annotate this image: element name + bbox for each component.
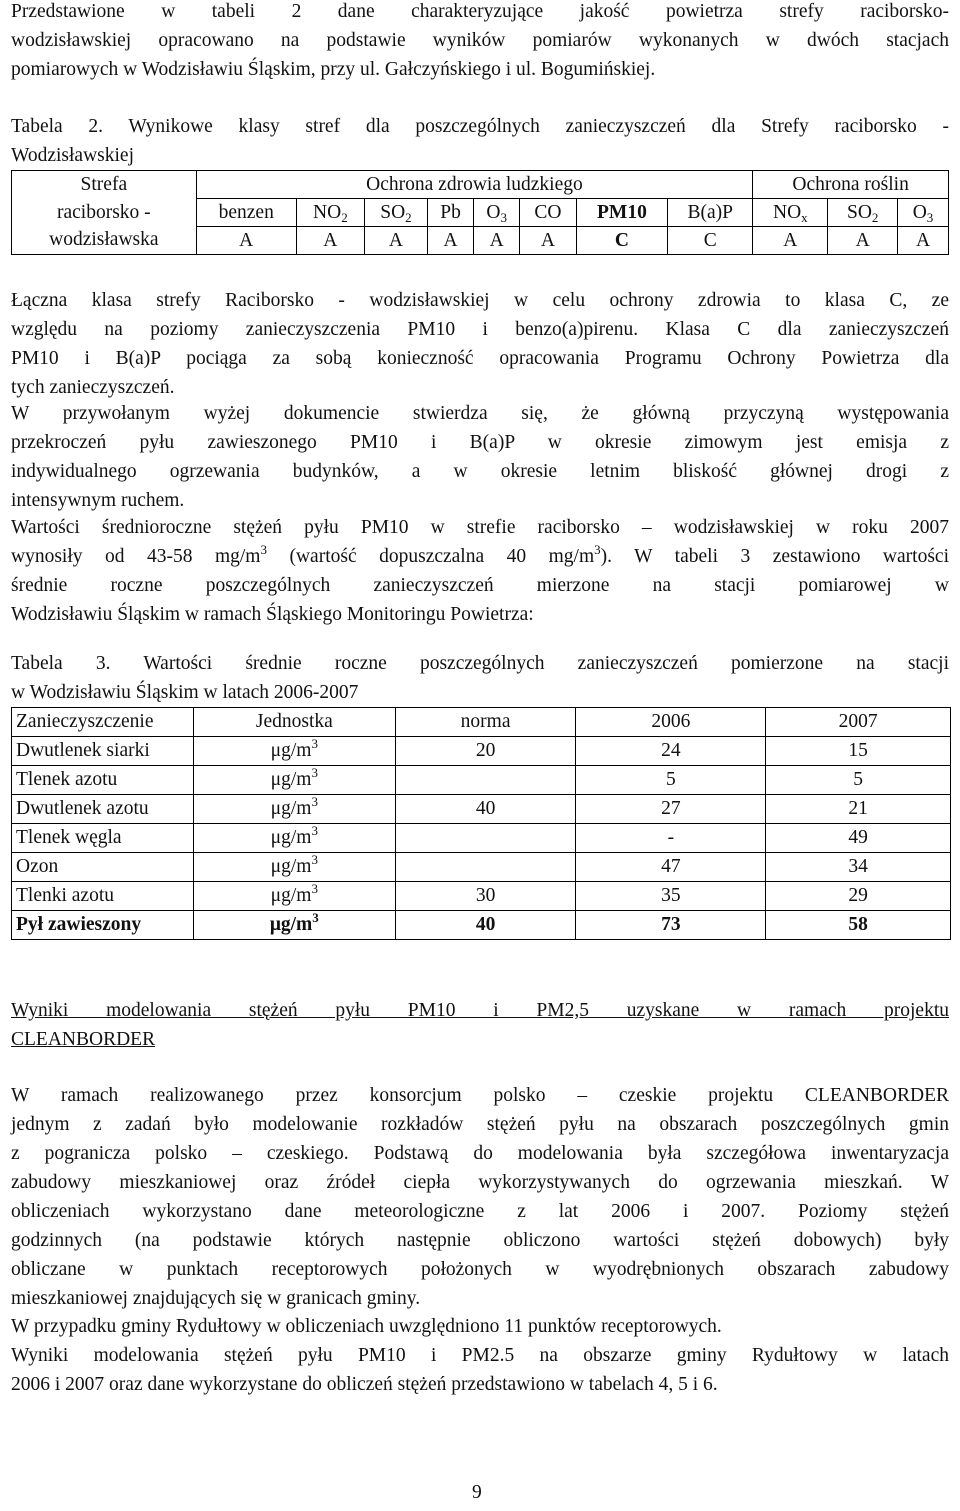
norm-cell bbox=[395, 853, 576, 882]
text-line: obliczane w punktach receptorowych położonych w wyodrębnionych obszarach zabudowy bbox=[11, 1259, 949, 1280]
value-2007: 21 bbox=[766, 795, 951, 824]
table3-caption bbox=[11, 649, 949, 707]
class-cell: A bbox=[753, 227, 828, 255]
class-cell: A bbox=[364, 227, 427, 255]
table-row bbox=[12, 766, 951, 795]
text-line: wynosiły od 43-58 $mg/m^3$ (wartość dopuszczalna 40 $mg/m^3$). W tabeli 3 zestawiono wartości bbox=[11, 542, 949, 567]
class-cell: A bbox=[520, 227, 576, 255]
column-header: Jednostka bbox=[193, 708, 395, 737]
text-line: Przedstawione w tabeli 2 dane charakteryzujące jakość powietrza strefy raciborsko- bbox=[11, 1, 949, 22]
text-line: W przypadku gminy Rydułtowy w obliczeniach uwzględniono 11 punktów receptorowych. bbox=[11, 1316, 722, 1337]
column-header: 2006 bbox=[576, 708, 766, 737]
class-cell: A bbox=[296, 227, 364, 255]
header-zone: Strefa bbox=[12, 171, 197, 199]
results-paragraph bbox=[11, 1341, 949, 1399]
table-row bbox=[12, 171, 949, 199]
text-line: Łączna klasa strefy Raciborsko - wodzisławskiej w celu ochrony zdrowia to klasa C, ze bbox=[11, 290, 949, 311]
unit-cell: $\mu g/m^3$ bbox=[193, 911, 395, 940]
text-line: PM10 i B(a)P pociąga za sobą konieczność opracowania Programu Ochrony Powietrza dla bbox=[11, 348, 949, 369]
text-line: Wyniki modelowania stężeń pyłu PM10 i PM2,5 uzyskane w ramach projektu bbox=[11, 1000, 949, 1021]
text-line: Wodzisławskiej bbox=[11, 145, 134, 166]
unit-cell: $\mu g/m^3$ bbox=[193, 795, 395, 824]
norm-cell: 40 bbox=[395, 911, 576, 940]
cleanborder-paragraph bbox=[11, 1081, 949, 1313]
pollutant-name: Tlenki azotu bbox=[12, 882, 194, 911]
text-line: pomiarowych w Wodzisławiu Śląskim, przy ul. Gałczyńskiego i ul. Bogumińskiej. bbox=[11, 59, 656, 80]
value-2006: - bbox=[576, 824, 766, 853]
value-2006: 73 bbox=[576, 911, 766, 940]
pollutant-name: Tlenek węgla bbox=[12, 824, 194, 853]
text-line: W ramach realizowanego przez konsorcjum polsko – czeskie projektu CLEANBORDER bbox=[11, 1085, 949, 1106]
class-cell: A bbox=[828, 227, 898, 255]
zone-name-line1: raciborsko - bbox=[12, 199, 197, 227]
value-2006: 27 bbox=[576, 795, 766, 824]
annual-values-paragraph bbox=[11, 513, 949, 629]
text-line: wodzisławskiej opracowano na podstawie wyników pomiarów wykonanych w dwóch stacjach bbox=[11, 30, 949, 51]
text-line: zabudowy mieszkaniowej oraz źródeł ciepła wykorzystywanych do ogrzewania mieszkań. W bbox=[11, 1172, 949, 1193]
text-line: Wartości średnioroczne stężeń pyłu PM10 w strefie raciborsko – wodzisławskiej w roku 2007 bbox=[11, 517, 949, 538]
value-2007: 49 bbox=[766, 824, 951, 853]
class-cell: A bbox=[474, 227, 520, 255]
text-line: W przywołanym wyżej dokumencie stwierdza się, że główną przyczyną występowania bbox=[11, 403, 949, 424]
pollutant-cell: CO bbox=[520, 199, 576, 227]
table-row bbox=[12, 911, 951, 940]
table-row bbox=[12, 737, 951, 766]
text-line: w Wodzisławiu Śląskim w latach 2006-2007 bbox=[11, 682, 359, 703]
text-line: jednym z zadań było modelowanie rozkładów stężeń pyłu na obszarach poszczególnych gmin bbox=[11, 1114, 949, 1135]
pollutant-cell: $SO_2$ bbox=[364, 199, 427, 227]
unit-cell: $\mu g/m^3$ bbox=[193, 766, 395, 795]
class-cell: A bbox=[196, 227, 296, 255]
value-2007: 5 bbox=[766, 766, 951, 795]
value-2006: 35 bbox=[576, 882, 766, 911]
rydultowy-paragraph bbox=[11, 1312, 949, 1341]
text-line: 2006 i 2007 oraz dane wykorzystane do obliczeń stężeń przedstawiono w tabelach 4, 5 i 6. bbox=[11, 1374, 718, 1395]
norm-cell: 30 bbox=[395, 882, 576, 911]
class-cell: A bbox=[427, 227, 473, 255]
value-2007: 58 bbox=[766, 911, 951, 940]
pollutant-name: Dwutlenek siarki bbox=[12, 737, 194, 766]
table2-caption bbox=[11, 112, 949, 170]
annual-averages-table bbox=[11, 707, 951, 940]
text-line: z pogranicza polsko – czeskiego. Podstawą do modelowania była szczegółowa inwentaryzacja bbox=[11, 1143, 949, 1164]
unit-cell: $\mu g/m^3$ bbox=[193, 853, 395, 882]
class-cell: A bbox=[897, 227, 948, 255]
table-row bbox=[12, 824, 951, 853]
table-row bbox=[12, 795, 951, 824]
intro-paragraph bbox=[11, 0, 949, 84]
norm-cell: 40 bbox=[395, 795, 576, 824]
text-line: indywidualnego ogrzewania budynków, a w okresie letnim bliskość głównej drogi z bbox=[11, 461, 949, 482]
value-2006: 47 bbox=[576, 853, 766, 882]
unit-cell: $\mu g/m^3$ bbox=[193, 824, 395, 853]
pollutant-name: Dwutlenek azotu bbox=[12, 795, 194, 824]
pollutant-cell: PM10 bbox=[576, 199, 668, 227]
section-heading bbox=[11, 996, 949, 1054]
pollutant-cell: $SO_2$ bbox=[828, 199, 898, 227]
pollutant-cell: benzen bbox=[196, 199, 296, 227]
page-number: 9 bbox=[472, 1482, 482, 1503]
text-line: średnie roczne poszczególnych zanieczyszczeń mierzone na stacji pomiarowej w bbox=[11, 575, 949, 596]
norm-cell bbox=[395, 766, 576, 795]
class-cell: C bbox=[576, 227, 668, 255]
value-2006: 24 bbox=[576, 737, 766, 766]
column-header: 2007 bbox=[766, 708, 951, 737]
unit-cell: $\mu g/m^3$ bbox=[193, 737, 395, 766]
pollutant-name: Pył zawieszony bbox=[12, 911, 194, 940]
text-line: mieszkaniowej znajdujących się w granicach gminy. bbox=[11, 1288, 421, 1309]
table-header-row bbox=[12, 708, 951, 737]
pollutant-name: Ozon bbox=[12, 853, 194, 882]
column-header: Zanieczyszczenie bbox=[12, 708, 194, 737]
table-row bbox=[12, 853, 951, 882]
value-2007: 29 bbox=[766, 882, 951, 911]
table-row bbox=[12, 227, 949, 255]
pollutant-cell: $NO_x$ bbox=[753, 199, 828, 227]
value-2006: 5 bbox=[576, 766, 766, 795]
text-line: Wyniki modelowania stężeń pyłu PM10 i PM2.5 na obszarze gminy Rydułtowy w latach bbox=[11, 1345, 949, 1366]
header-health: Ochrona zdrowia ludzkiego bbox=[196, 171, 753, 199]
text-line: CLEANBORDER bbox=[11, 1029, 156, 1050]
text-line: Tabela 3. Wartości średnie roczne poszczególnych zanieczyszczeń pomierzone na stacji bbox=[11, 653, 949, 674]
pollutant-cell: $NO_2$ bbox=[296, 199, 364, 227]
text-line: Tabela 2. Wynikowe klasy stref dla poszczególnych zanieczyszczeń dla Strefy raciborsko - bbox=[11, 116, 949, 137]
text-line: intensywnym ruchem. bbox=[11, 490, 185, 511]
pollutant-cell: $O_3$ bbox=[897, 199, 948, 227]
value-2007: 34 bbox=[766, 853, 951, 882]
text-line: tych zanieczyszczeń. bbox=[11, 377, 175, 398]
pollutant-cell: B(a)P bbox=[668, 199, 753, 227]
document-finding-paragraph bbox=[11, 399, 949, 515]
zone-class-table bbox=[11, 170, 949, 255]
text-line: Wodzisławiu Śląskim w ramach Śląskiego Monitoringu Powietrza: bbox=[11, 604, 534, 625]
pollutant-name: Tlenek azotu bbox=[12, 766, 194, 795]
text-line: godzinnych (na podstawie których następnie obliczono wartości stężeń dobowych) były bbox=[11, 1230, 949, 1251]
norm-cell: 20 bbox=[395, 737, 576, 766]
zone-name-line2: wodzisławska bbox=[12, 227, 197, 255]
norm-cell bbox=[395, 824, 576, 853]
pollutant-cell: $O_3$ bbox=[474, 199, 520, 227]
class-cell: C bbox=[668, 227, 753, 255]
unit-cell: $\mu g/m^3$ bbox=[193, 882, 395, 911]
table-row bbox=[12, 199, 949, 227]
class-summary-paragraph bbox=[11, 286, 949, 402]
text-line: względu na poziomy zanieczyszczenia PM10 i benzo(a)pirenu. Klasa C dla zanieczyszczeń bbox=[11, 319, 949, 340]
header-plants: Ochrona roślin bbox=[753, 171, 949, 199]
value-2007: 15 bbox=[766, 737, 951, 766]
pollutant-cell: Pb bbox=[427, 199, 473, 227]
column-header: norma bbox=[395, 708, 576, 737]
text-line: obliczeniach wykorzystano dane meteorologiczne z lat 2006 i 2007. Poziomy stężeń bbox=[11, 1201, 949, 1222]
text-line: przekroczeń pyłu zawieszonego PM10 i B(a)P w okresie zimowym jest emisja z bbox=[11, 432, 949, 453]
table-row bbox=[12, 882, 951, 911]
